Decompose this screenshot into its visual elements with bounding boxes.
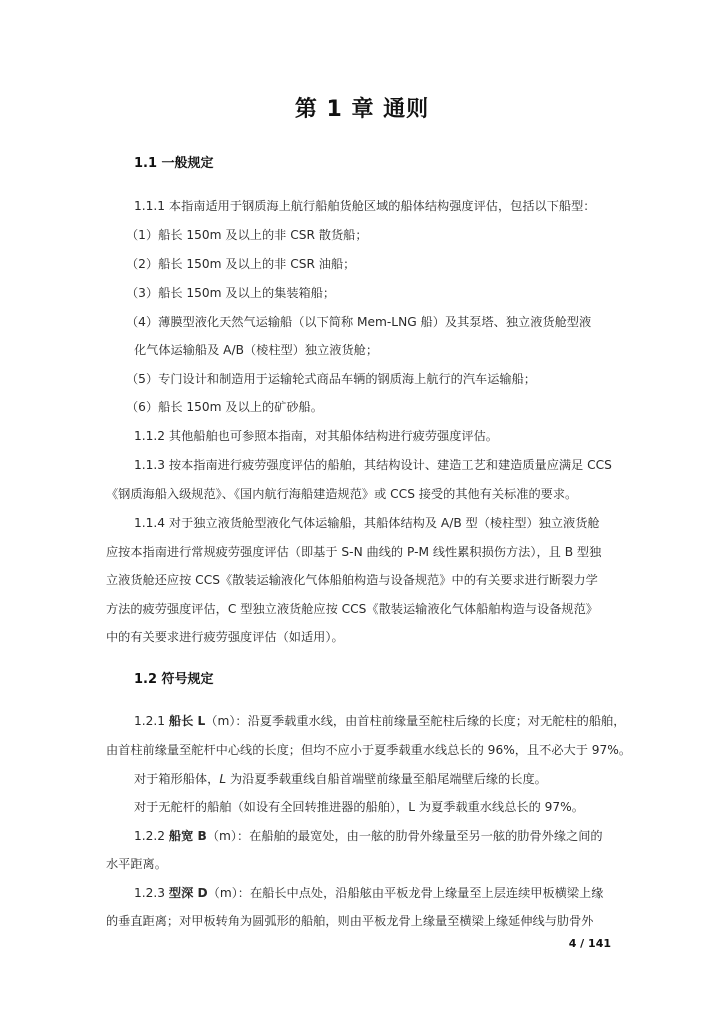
paragraph-1-2-3-line-1 xyxy=(134,885,603,901)
paragraph-1-2-2-line-1 xyxy=(134,828,603,844)
term-ship-length: 船长 L xyxy=(168,714,206,728)
paragraph-1-2-1-line-3 xyxy=(134,771,547,787)
paragraph-1-1-3-line-2: 《钢质海船入级规范》、《国内航行海船建造规范》或 CCS 接受的其他有关标准的要求。 xyxy=(106,487,578,501)
page-number: 4 / 141 xyxy=(568,937,611,950)
paragraph-1-2-1-line-1 xyxy=(134,713,625,729)
paragraph-1-1-1: 1.1.1 本指南适用于钢质海上航行船舶货舱区域的船体结构强度评估，包括以下船型： xyxy=(134,199,596,213)
term-ship-breadth: 船宽 B xyxy=(168,829,207,843)
paragraph-1-1-4-line-5: 中的有关要求进行疲劳强度评估（如适用）。 xyxy=(106,630,344,644)
list-item-1: （1）船长 150m 及以上的非 CSR 散货船； xyxy=(126,228,368,242)
paragraph-1-2-3-line-2: 的垂直距离；对甲板转角为圆弧形的船舶，则由平板龙骨上缘量至横梁上缘延伸线与肋骨外 xyxy=(106,914,594,928)
paragraph-1-1-2: 1.1.2 其他船舶也可参照本指南，对其船体结构进行疲劳强度评估。 xyxy=(134,429,498,443)
paragraph-number: 1.2.2 xyxy=(134,829,169,843)
term-moulded-depth: 型深 D xyxy=(168,886,208,900)
list-item-2: （2）船长 150m 及以上的非 CSR 油船； xyxy=(126,257,356,271)
paragraph-1-1-4-line-3: 立液货舱还应按 CCS《散装运输液化气体船舶构造与设备规范》中的有关要求进行断裂力学 xyxy=(106,573,598,587)
paragraph-number: 1.2.3 xyxy=(134,886,169,900)
paragraph-1-1-4-line-4: 方法的疲劳强度评估，C 型独立液货舱应按 CCS《散装运输液化气体船舶构造与设备规范》 xyxy=(106,602,598,616)
list-item-4-line-2: 化气体运输船及 A/B（棱柱型）独立液货舱； xyxy=(134,343,379,357)
list-item-4-line-1: （4）薄膜型液化天然气运输船（以下简称 Mem-LNG 船）及其泵塔、独立液货舱型液 xyxy=(126,315,592,329)
symbol-l: L xyxy=(219,772,227,786)
section-heading-1-2: 1.2 符号规定 xyxy=(134,672,214,687)
list-item-6: （6）船长 150m 及以上的矿砂船。 xyxy=(126,400,323,414)
list-item-3: （3）船长 150m 及以上的集装箱船； xyxy=(126,286,336,300)
text-suffix: 为沿夏季载重线自船首端壁前缘量至船尾端壁后缘的长度。 xyxy=(226,772,547,786)
list-item-5: （5）专门设计和制造用于运输轮式商品车辆的钢质海上航行的汽车运输船； xyxy=(126,372,536,386)
paragraph-1-2-2-line-2: 水平距离。 xyxy=(106,857,167,871)
paragraph-1-2-1-line-4: 对于无舵杆的船舶（如设有全回转推进器的船舶），L 为夏季载重水线总长的 97%。 xyxy=(134,800,584,814)
paragraph-1-1-4-line-2: 应按本指南进行常规疲劳强度评估（即基于 S-N 曲线的 P-M 线性累积损伤方法），且 B 型独 xyxy=(106,545,602,559)
definition-text: （m）：在船长中点处，沿船舷由平板龙骨上缘量至上层连续甲板横梁上缘 xyxy=(207,886,604,900)
paragraph-1-1-4-line-1: 1.1.4 对于独立液货舱型液化气体运输船，其船体结构及 A/B 型（棱柱型）独立液货舱 xyxy=(134,516,600,530)
paragraph-1-1-3-line-1: 1.1.3 按本指南进行疲劳强度评估的船舶，其结构设计、建造工艺和建造质量应满足 CCS xyxy=(134,458,612,472)
definition-text: （m）：在船舶的最宽处，由一舷的肋骨外缘量至另一舷的肋骨外缘之间的 xyxy=(206,829,603,843)
paragraph-1-2-1-line-2: 由首柱前缘量至舵杆中心线的长度；但均不应小于夏季载重水线总长的 96%，且不必大于 97%。 xyxy=(106,743,632,757)
section-heading-1-1: 1.1 一般规定 xyxy=(134,156,214,171)
chapter-title: 第 1 章 通则 xyxy=(294,97,430,122)
text-prefix: 对于箱形船体， xyxy=(134,772,220,786)
definition-text: （m）：沿夏季载重水线，由首柱前缘量至舵柱后缘的长度；对无舵柱的船舶， xyxy=(205,714,626,728)
paragraph-number: 1.2.1 xyxy=(134,714,169,728)
